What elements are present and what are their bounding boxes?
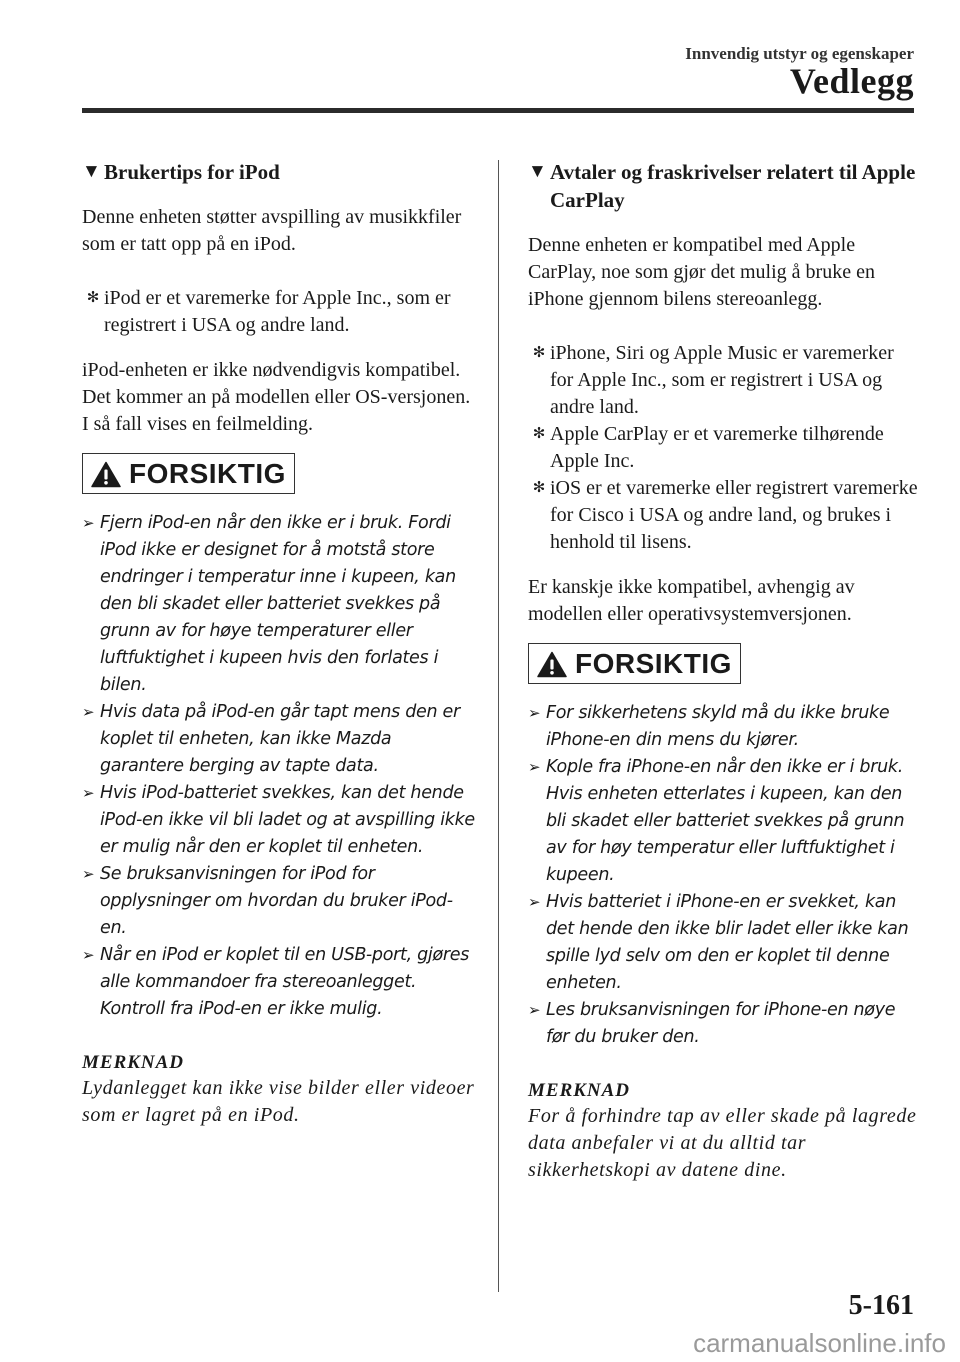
list-item: ➢ Fjern iPod-en når den ikke er i bruk. Fordi iPod ikke er designet for å motstå store endringer i temperatur inne i kupeen, kan den bli skadet eller batteriet svekkes på grunn av for høye temperaturer eller luftfuktighet i kupeen hvis den forlates i bilen. (82, 510, 478, 699)
arrow-bullet-icon: ➢ (82, 784, 95, 802)
arrow-bullet-icon: ➢ (82, 946, 95, 964)
warning-triangle-icon (537, 651, 567, 678)
column-divider (498, 160, 499, 1292)
header-title: Vedlegg (789, 61, 914, 101)
list-item: ➢ Hvis batteriet i iPhone-en er svekket, kan det hende den ikke blir ladet eller ikke kan spille lyd selv om den er koplet til denne enheten. (528, 889, 918, 997)
trademark-note: ✻ iOS er et varemerke eller registrert varemerke for Cisco i USA og andre land, og brukes i henhold til lisens. (528, 475, 918, 556)
section-heading-text: Brukertips for iPod (104, 160, 280, 184)
section-heading-ipod (82, 158, 478, 186)
trademark-note: ✻ iPod er et varemerke for Apple Inc., som er registrert i USA og andre land. (82, 285, 478, 339)
caution-label: FORSIKTIG (575, 648, 732, 679)
list-item: ➢ Når en iPod er koplet til en USB-port, gjøres alle kommandoer fra stereoanlegget. Kontroll fra iPod-en er ikke mulig. (82, 942, 478, 1023)
left-column (82, 158, 478, 1129)
trademark-notes (82, 285, 478, 339)
merknad-title: MERKNAD (82, 1052, 185, 1073)
arrow-bullet-icon: ➢ (82, 514, 95, 532)
section-heading-carplay (528, 158, 918, 214)
caution-box (528, 643, 741, 684)
arrow-bullet-icon: ➢ (528, 1001, 541, 1019)
header-rule (82, 108, 914, 113)
asterisk-icon: ✻ (532, 480, 546, 496)
compatibility-paragraph: Er kanskje ikke kompatibel, avhengig av modellen eller operativsystemversjonen. (528, 576, 855, 625)
trademark-notes (528, 340, 918, 556)
list-item: ➢ Se bruksanvisningen for iPod for opplysninger om hvordan du bruker iPod-en. (82, 861, 478, 942)
merknad-text: For å forhindre tap av eller skade på lagrede data anbefaler vi at du alltid tar sikkerhetskopi av datene dine. (528, 1105, 917, 1181)
arrow-bullet-icon: ➢ (528, 758, 541, 776)
caution-label: FORSIKTIG (129, 458, 286, 489)
asterisk-icon: ✻ (86, 290, 100, 306)
caution-list (82, 510, 478, 1023)
header-subtitle: Innvendig utstyr og egenskaper (685, 44, 914, 63)
caution-list (528, 700, 918, 1051)
triangle-down-icon: ▼ (528, 161, 547, 182)
section-heading-text: Avtaler og fraskrivelser relatert til Apple CarPlay (550, 160, 916, 212)
list-item: ➢ Hvis iPod-batteriet svekkes, kan det hende iPod-en ikke vil bli ladet og at avspilling ikke er mulig når den er koplet til enheten. (82, 780, 478, 861)
list-item: ➢ Les bruksanvisningen for iPhone-en nøye før du bruker den. (528, 997, 918, 1051)
intro-paragraph: Denne enheten er kompatibel med Apple CarPlay, noe som gjør det mulig å bruke en iPhone gjennom bilens stereoanlegg. (528, 234, 875, 310)
arrow-bullet-icon: ➢ (528, 704, 541, 722)
arrow-bullet-icon: ➢ (82, 865, 95, 883)
warning-triangle-icon (91, 461, 121, 488)
caution-box (82, 453, 295, 494)
list-item: ➢ Kople fra iPhone-en når den ikke er i bruk. Hvis enheten etterlates i kupeen, kan den bli skadet eller batteriet svekkes på grunn av for høy temperatur eller luftfuktighet i kupeen. (528, 754, 918, 889)
arrow-bullet-icon: ➢ (82, 703, 95, 721)
watermark: carmanualsonline.info (693, 1328, 946, 1358)
merknad-title: MERKNAD (528, 1080, 631, 1101)
list-item: ➢ For sikkerhetens skyld må du ikke bruke iPhone-en din mens du kjører. (528, 700, 918, 754)
arrow-bullet-icon: ➢ (528, 893, 541, 911)
trademark-note: ✻ Apple CarPlay er et varemerke tilhørende Apple Inc. (528, 421, 918, 475)
asterisk-icon: ✻ (532, 426, 546, 442)
page-number: 5-161 (848, 1290, 914, 1321)
asterisk-icon: ✻ (532, 345, 546, 361)
compatibility-paragraph: iPod-enheten er ikke nødvendigvis kompatibel. Det kommer an på modellen eller OS-versjonen. I så fall vises en feilmelding. (82, 359, 471, 435)
triangle-down-icon: ▼ (82, 161, 101, 182)
list-item: ➢ Hvis data på iPod-en går tapt mens den er koplet til enheten, kan ikke Mazda garantere berging av tapte data. (82, 699, 478, 780)
trademark-note: ✻ iPhone, Siri og Apple Music er varemerker for Apple Inc., som er registrert i USA og andre land. (528, 340, 918, 421)
merknad-text: Lydanlegget kan ikke vise bilder eller videoer som er lagret på en iPod. (82, 1077, 475, 1126)
right-column (528, 158, 918, 1184)
intro-paragraph: Denne enheten støtter avspilling av musikkfiler som er tatt opp på en iPod. (82, 206, 462, 255)
